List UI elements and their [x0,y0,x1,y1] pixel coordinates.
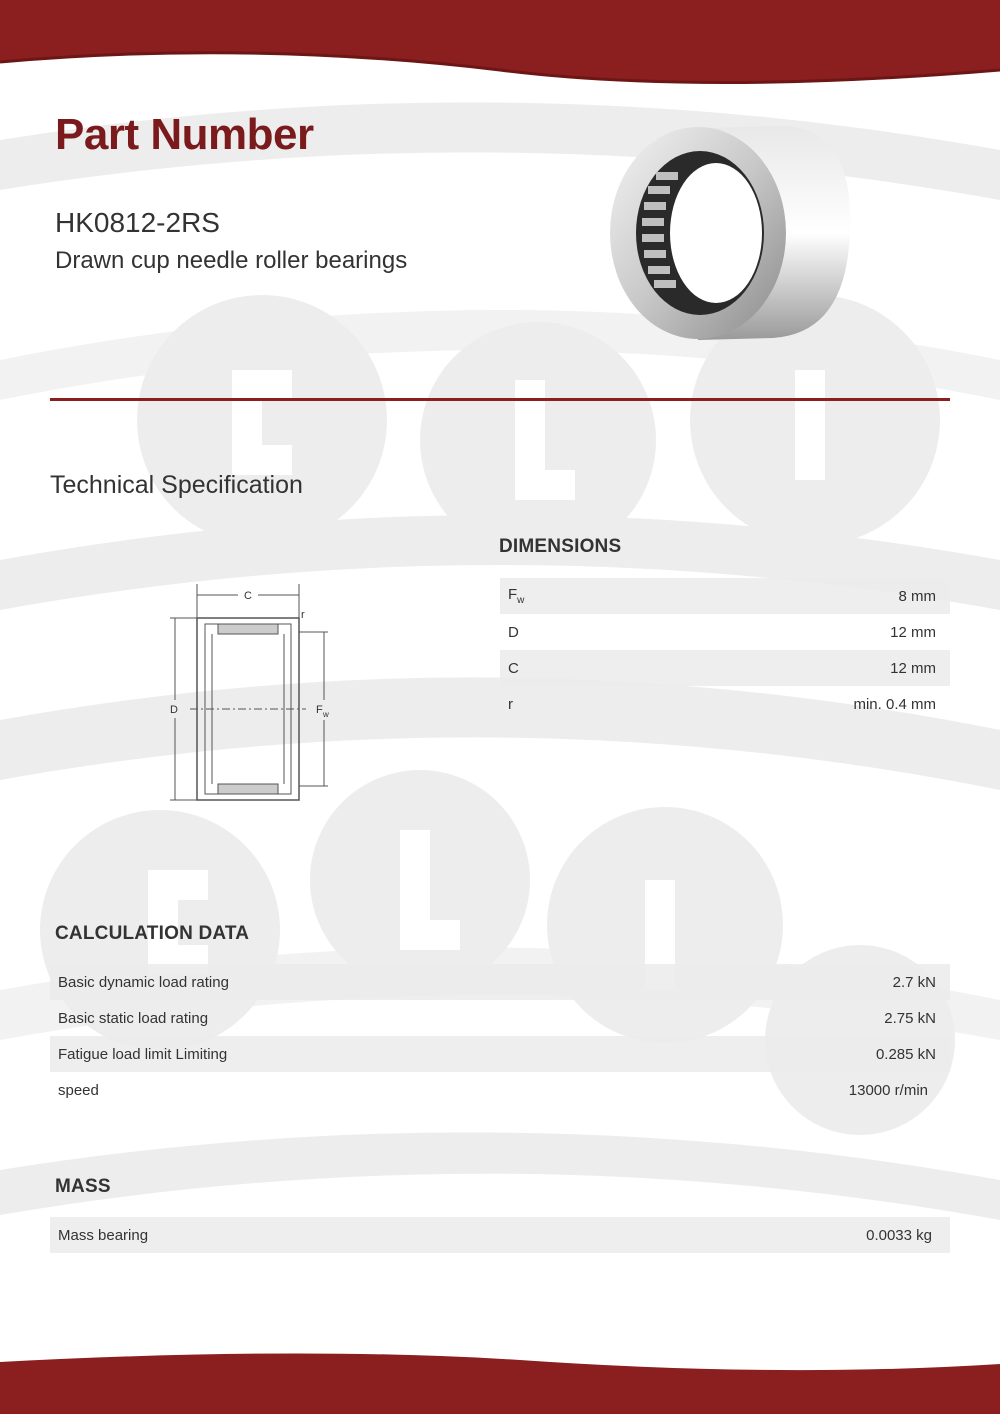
technical-specification-title: Technical Specification [50,471,303,499]
calc-value: 2.7 kN [892,973,936,991]
dimension-label: D [508,623,519,641]
calc-value: 2.75 kN [884,1009,936,1027]
dimension-label: C [508,659,519,677]
calculation-table [50,964,950,1108]
table-row [50,1000,950,1036]
part-description: Drawn cup needle roller bearings [55,247,408,274]
calculation-data-title: CALCULATION DATA [55,923,250,944]
mass-value: 0.0033 kg [866,1226,932,1244]
dimension-label-fw: $F_w$ [508,586,525,606]
table-row [500,650,950,686]
bearing-technical-drawing [160,580,350,810]
calc-label: Basic dynamic load rating [58,973,229,991]
calc-value: 13000 r/min [848,1081,928,1099]
table-row [500,686,950,722]
table-row [50,1217,950,1253]
drawing-label-c: C [244,590,252,602]
calc-label: Fatigue load limit Limiting [58,1045,228,1063]
dimension-value: 12 mm [890,623,936,641]
page-title: Part Number [55,110,314,159]
drawing-label-r: r [301,609,305,621]
dimension-value: 8 mm [898,587,936,605]
dimension-value: min. 0.4 mm [853,695,936,713]
dimensions-table [500,578,950,722]
mass-table [50,1217,950,1253]
calc-label: Basic static load rating [58,1009,209,1027]
section-divider [50,398,950,401]
dimensions-title: DIMENSIONS [499,536,622,557]
drawing-label-fw-sub: w [323,710,329,719]
dimension-value: 12 mm [890,659,936,677]
mass-title: MASS [55,1176,111,1197]
dimension-label: r [508,695,513,713]
calc-value: 0.285 kN [875,1045,936,1063]
table-row [50,964,950,1000]
part-number: HK0812-2RS [55,207,220,238]
table-row [50,1036,950,1072]
table-row [500,578,950,614]
drawing-label-fw: F [316,704,323,716]
mass-label: Mass bearing [58,1226,149,1244]
table-row [500,614,950,650]
bearing-product-image [608,118,858,348]
calc-label: speed [58,1081,99,1099]
table-row [50,1072,950,1108]
drawing-label-d: D [170,704,178,716]
